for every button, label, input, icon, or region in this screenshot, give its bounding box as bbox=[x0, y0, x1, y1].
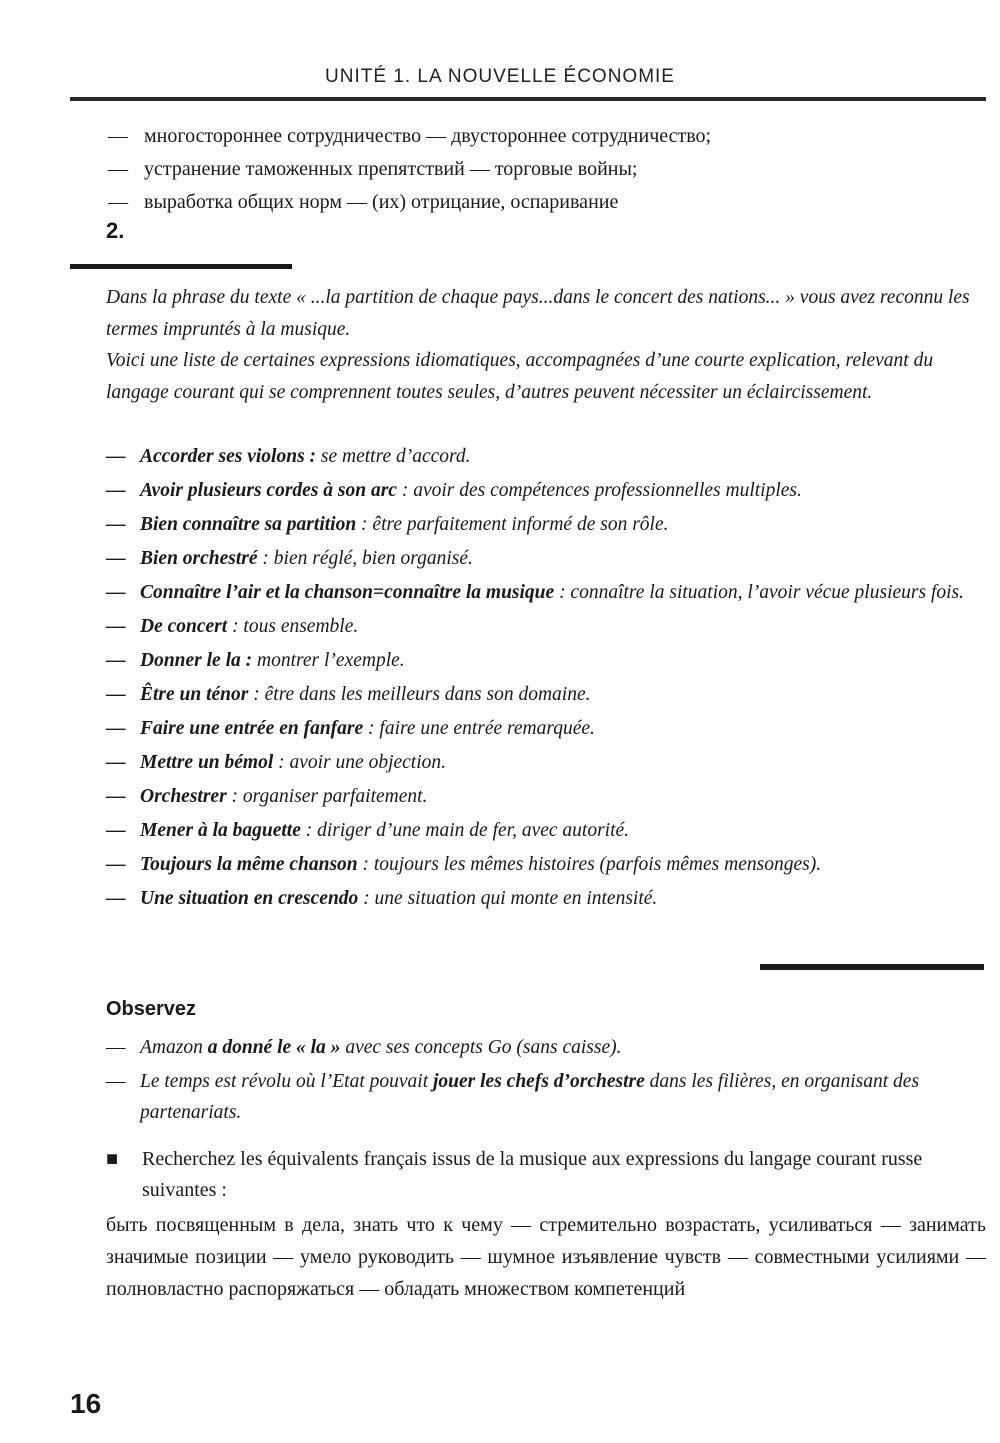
opening-line bbox=[108, 153, 988, 186]
observez-item bbox=[106, 1066, 986, 1129]
idiom-item bbox=[106, 713, 986, 745]
task-text: Recherchez les équivalents français issus de la musique aux expressions du langage courant russe suivantes : bbox=[142, 1148, 923, 1201]
idiom-definition: : organiser parfaitement. bbox=[226, 786, 428, 807]
opening-line bbox=[108, 120, 988, 153]
idiom-item bbox=[106, 849, 986, 881]
task-instruction bbox=[106, 1144, 986, 1206]
idiom-term: Mener à la baguette bbox=[140, 820, 301, 841]
section-number: 2. bbox=[106, 218, 125, 243]
idiom-definition: : être parfaitement informé de son rôle. bbox=[356, 514, 669, 535]
dash: — bbox=[106, 480, 126, 501]
opening-line-text: многостороннее сотрудничество — двустороннее сотрудничество; bbox=[144, 125, 712, 147]
idiom-term: Toujours la même chanson bbox=[140, 854, 358, 875]
opening-line bbox=[108, 186, 988, 219]
observez-heading: Observez bbox=[106, 998, 197, 1020]
idiom-definition: : connaître la situation, l’avoir vécue plusieurs fois. bbox=[554, 582, 964, 603]
idiom-item bbox=[106, 543, 986, 575]
idiom-definition: : avoir une objection. bbox=[273, 752, 447, 773]
idiom-item bbox=[106, 577, 986, 609]
idiom-term: Donner le la : bbox=[140, 650, 253, 671]
opening-line-text: устранение таможенных препятствий — торговые войны; bbox=[144, 158, 638, 180]
square-bullet-icon: ■ bbox=[106, 1148, 119, 1170]
intro-text bbox=[106, 282, 986, 408]
dash: — bbox=[106, 548, 126, 569]
dash: — bbox=[106, 446, 126, 467]
idiom-item bbox=[106, 679, 986, 711]
intro-paragraph-2: Voici une liste de certaines expressions idiomatiques, accompagnées d’une courte explication, relevant du langage courant qui se comprennent toutes seules, d’autres peuvent nécessiter un éclaircissement. bbox=[106, 350, 934, 403]
idiom-term: Faire une entrée en fanfare bbox=[140, 718, 364, 739]
idiom-term: Une situation en crescendo bbox=[140, 888, 359, 909]
idiom-definition: : diriger d’une main de fer, avec autorité. bbox=[300, 820, 630, 841]
dash: — bbox=[108, 191, 128, 213]
dash: — bbox=[106, 888, 126, 909]
observez-list bbox=[106, 1032, 986, 1131]
observez-text: dans les filières, en organisant des partenariats. bbox=[140, 1070, 920, 1123]
idiom-item bbox=[106, 883, 986, 915]
idiom-term: Être un ténor bbox=[140, 684, 249, 705]
idiom-item bbox=[106, 509, 986, 541]
dash: — bbox=[106, 1070, 126, 1092]
dash: — bbox=[106, 718, 126, 739]
idiom-definition: : faire une entrée remarquée. bbox=[363, 718, 595, 739]
idiom-definition: se mettre d’accord. bbox=[316, 446, 471, 467]
idiom-item bbox=[106, 747, 986, 779]
idiom-item bbox=[106, 611, 986, 643]
idiom-definition: : avoir des compétences professionnelles multiples. bbox=[396, 480, 802, 501]
dash: — bbox=[106, 1037, 126, 1058]
section-rule-top bbox=[70, 264, 292, 269]
idiom-definition: : être dans les meilleurs dans son domaine. bbox=[248, 684, 591, 705]
dash: — bbox=[106, 786, 126, 807]
idiom-list bbox=[106, 441, 986, 917]
section-rule-bottom bbox=[760, 964, 984, 970]
opening-lines bbox=[108, 120, 988, 219]
idiom-definition: montrer l’exemple. bbox=[252, 650, 405, 671]
opening-line-text: выработка общих норм — (их) отрицание, оспаривание bbox=[144, 191, 619, 213]
dash: — bbox=[106, 650, 126, 671]
dash: — bbox=[106, 854, 126, 875]
idiom-item bbox=[106, 441, 986, 473]
dash: — bbox=[106, 820, 126, 841]
idiom-term: Accorder ses violons : bbox=[140, 446, 317, 467]
idiom-definition: : une situation qui monte en intensité. bbox=[358, 888, 658, 909]
idiom-term: Orchestrer bbox=[140, 786, 227, 807]
observez-highlight: jouer les chefs d’orchestre bbox=[433, 1070, 645, 1092]
observez-text: avec ses concepts Go (sans caisse). bbox=[340, 1037, 622, 1058]
idiom-item bbox=[106, 475, 986, 507]
dash: — bbox=[106, 616, 126, 637]
idiom-term: Bien orchestré bbox=[140, 548, 258, 569]
russian-expressions: быть посвященным в дела, знать что к чему — стремительно возрастать, усиливаться — занимать значимые позиции — умело руководить — шумное изъявление чувств — совместными усилиями — полновластно распоряжаться — обладать множеством компетенций bbox=[106, 1214, 986, 1300]
idiom-definition: : bien réglé, bien organisé. bbox=[257, 548, 473, 569]
idiom-definition: : toujours les mêmes histoires (parfois mêmes mensonges). bbox=[357, 854, 822, 875]
observez-text: Le temps est révolu où l’Etat pouvait bbox=[140, 1070, 433, 1092]
dash: — bbox=[108, 158, 128, 180]
intro-paragraph-1: Dans la phrase du texte « ...la partition de chaque pays...dans le concert des nations... » vous avez reconnu les termes impruntés à la musique. bbox=[106, 287, 970, 340]
page-number: 16 bbox=[70, 1388, 102, 1419]
dash: — bbox=[106, 752, 126, 773]
idiom-term: Mettre un bémol bbox=[140, 752, 274, 773]
idiom-item bbox=[106, 645, 986, 677]
idiom-term: Bien connaître sa partition bbox=[140, 514, 357, 535]
idiom-item bbox=[106, 815, 986, 847]
idiom-term: Connaître l’air et la chanson=connaître la musique bbox=[140, 582, 555, 603]
idiom-definition: : tous ensemble. bbox=[227, 616, 359, 637]
dash: — bbox=[106, 684, 126, 705]
dash: — bbox=[106, 582, 126, 603]
observez-item bbox=[106, 1032, 986, 1064]
idiom-term: De concert bbox=[140, 616, 228, 637]
idiom-term: Avoir plusieurs cordes à son arc bbox=[140, 480, 397, 501]
observez-text: Amazon bbox=[140, 1037, 208, 1058]
running-header: UNITÉ 1. LA NOUVELLE ÉCONOMIE bbox=[325, 66, 675, 87]
dash: — bbox=[108, 125, 128, 147]
observez-highlight: a donné le « la » bbox=[207, 1037, 341, 1058]
header-rule bbox=[70, 97, 986, 101]
dash: — bbox=[106, 514, 126, 535]
idiom-item bbox=[106, 781, 986, 813]
